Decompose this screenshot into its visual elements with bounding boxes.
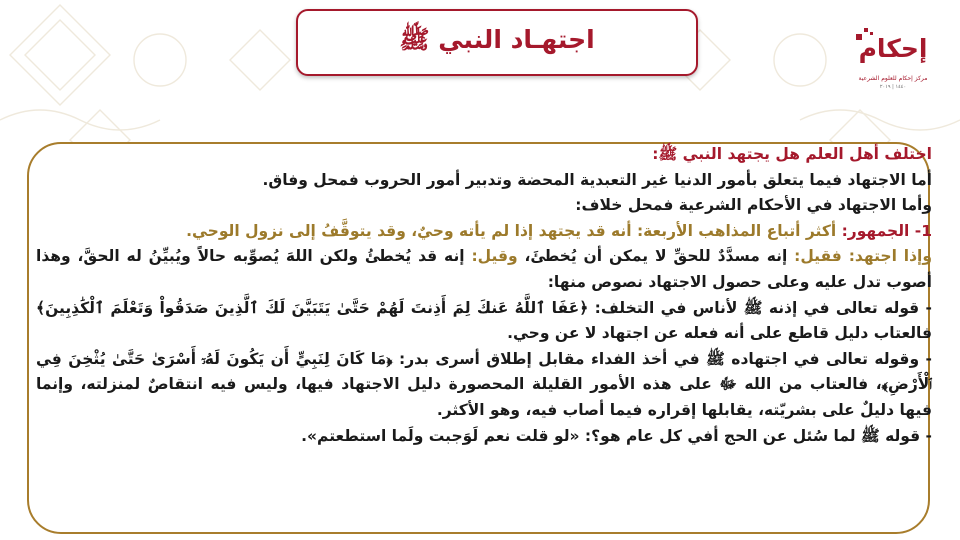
- if-ijtihad-lead: وإذا اجتهد:: [848, 247, 932, 266]
- evidence-permission: - قوله تعالى في إذنه ﷺ لأناس في التخلف: ﴿عَفَا ٱللَّهُ عَنكَ لِمَ أَذِنتَ لَهُمْ حَتَّىٰ يَتَبَيَّنَ لَكَ ٱلَّذِينَ صَدَقُواْ وَتَعْلَمَ ٱلْكَٰذِبِينَ﴾ فالعتاب دليل قاطع على أنه فعله عن اجتهاد لا عن وحي.: [36, 298, 932, 343]
- paragraph-worldly-matters: أما الاجتهاد فيما يتعلق بأمور الدنيا غير التعبدية المحضة وتدبير أمور الحروب فمحل وفاق.: [262, 170, 932, 189]
- title-box: [296, 9, 698, 76]
- evidence-hajj: - قوله ﷺ لما سُئل عن الحج أفي كل عام هو؟: «لو قلت نعم لَوَجبت ولَما استطعتم».: [301, 426, 932, 445]
- paragraph-if-ijtihad: [36, 244, 932, 295]
- paragraph-legal-rulings: وأما الاجتهاد في الأحكام الشرعية فمحل خلاف:: [575, 196, 932, 215]
- intro-line: اختلف أهل العلم هل يجتهد النبي ﷺ:: [652, 145, 932, 163]
- logo-line: ١٤٤٠ | ٢٠١٩: [879, 84, 907, 90]
- majority-text: أكثر أتباع المذاهب الأربعة: أنه قد يجتهد إذا لم يأته وحيٌ، وقد يتوقَّفُ إلى نزول الوحي.: [186, 221, 837, 240]
- logo-subtitle: مركز إحكام للعلوم الشرعية: [858, 75, 928, 82]
- logo-brand: إحكام: [858, 34, 928, 63]
- opinion-two-text: إنه قد يُخطئُ ولكن اللهَ يُصوِّبه حالاً ويُبيِّنُ له الحقَّ، وهذا أصوب تدل عليه وعلى حصول الاجتهاد نصوص منها:: [36, 247, 932, 291]
- opinion-one-label: فقيل:: [794, 247, 842, 266]
- opinion-two-label: وقيل:: [471, 247, 518, 266]
- page-title: اجتهـاد النبي ﷺ: [399, 25, 595, 54]
- evidence-badr-ransom: - وقوله تعالى في اجتهاده ﷺ في أخذ الفداء مقابل إطلاق أسرى بدر: ﴿مَا كَانَ لِنَبِيٍّ أَن يَكُونَ لَهُۥٓ أَسْرَىٰ حَتَّىٰ يُثْخِنَ فِي ٱلْأَرْضِ﴾، فالعتاب من الله ﷻ على هذه الأمور القليلة المحصورة دليل الاجتهاد فيها، وليس فيه انتقاصٌ لمنزلته، وإنما فيها دليلٌ على بشريّته، يقابلها إقراره فيما أصاب فيه، وهو الأكثر.: [36, 349, 932, 419]
- logo: [850, 20, 936, 96]
- majority-label: 1- الجمهور:: [841, 221, 932, 240]
- content-body: [36, 142, 932, 449]
- opinion-one-text: إنه مسدَّدٌ للحقِّ لا يمكن أن يُخطئَ،: [524, 247, 788, 266]
- paragraph-majority: [36, 219, 932, 245]
